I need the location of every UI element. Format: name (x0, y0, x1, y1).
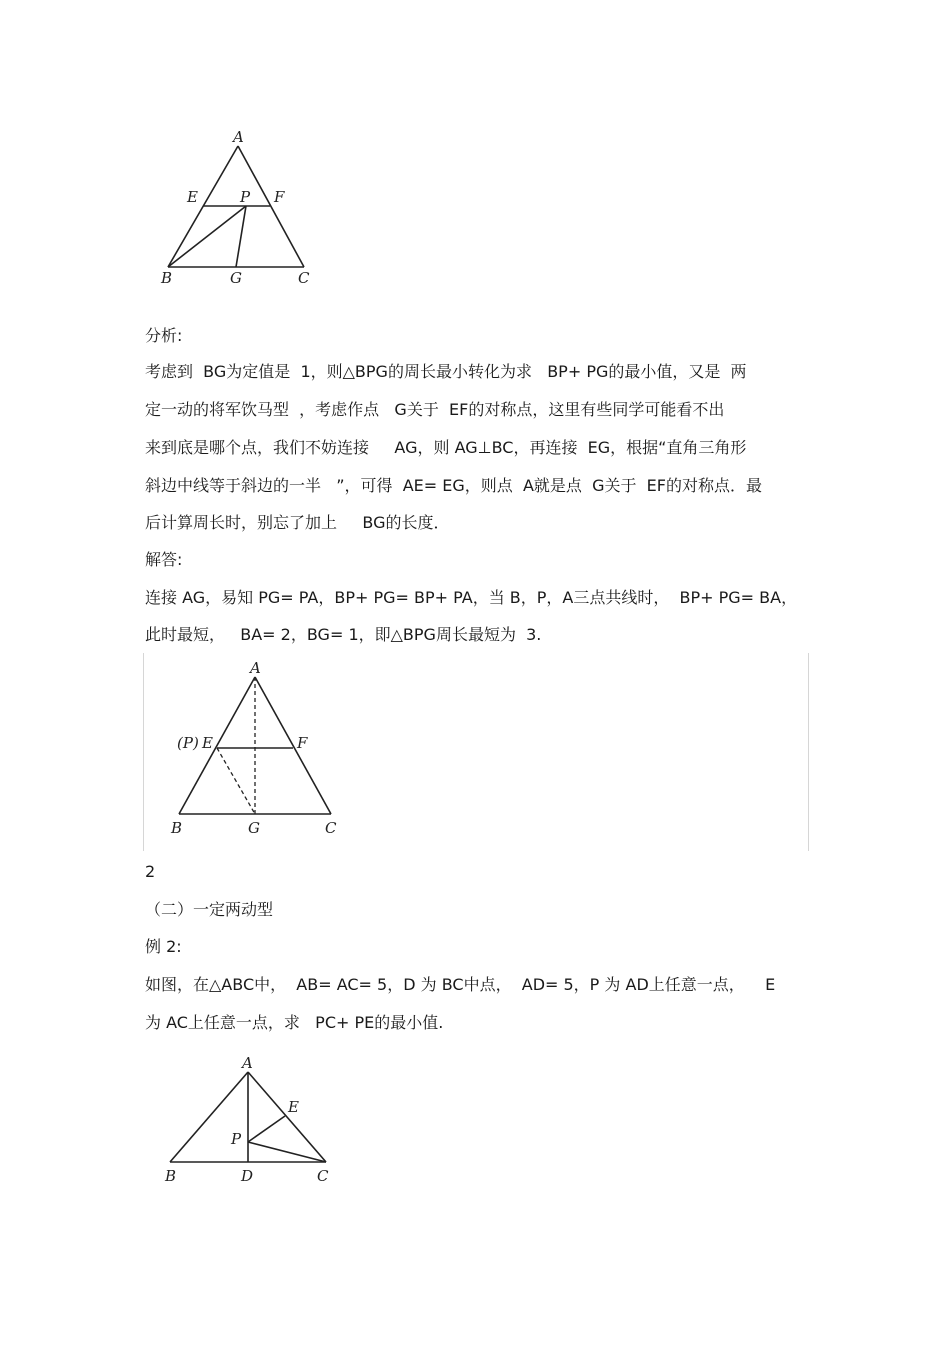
label-p: P (231, 1130, 242, 1148)
label-e: E (187, 188, 198, 206)
label-f: F (274, 188, 285, 206)
side-ab (170, 1072, 248, 1162)
label-b: B (171, 819, 183, 837)
analysis-line: 考虑到 BG为定值是 1，则△BPG的周长最小转化为求 BP+ PG的最小值，又是 两 (145, 362, 747, 381)
segment-pc (248, 1142, 326, 1162)
side-ac (248, 1072, 326, 1162)
label-d: D (241, 1167, 254, 1185)
solution-line: 连接 AG，易知 PG= PA，BP+ PG= BP+ PA，当 B，P，A三点共线时， BP+ PG= BA， (145, 588, 798, 607)
segment-eg-dashed (217, 748, 255, 814)
example-label: 例 2: (145, 937, 182, 956)
problem-line: 为 AC上任意一点，求 PC+ PE的最小值. (145, 1013, 444, 1032)
label-c: C (298, 269, 310, 287)
analysis-line: 定一动的将军饮马型 ，考虑作点 G关于 EF的对称点，这里有些同学可能看不出 (145, 400, 725, 419)
label-f: F (297, 734, 308, 752)
segment-bp (168, 206, 246, 267)
segment-pg (236, 206, 246, 267)
section-title: （二）一定两动型 (145, 900, 274, 919)
label-p: P (240, 188, 251, 206)
label-a: A (250, 659, 261, 677)
label-p: (P) (177, 734, 199, 752)
figure-2-triangle (165, 657, 365, 842)
segment-pe (248, 1116, 285, 1142)
label-a: A (233, 128, 244, 146)
label-g: G (230, 269, 242, 287)
analysis-line: 来到底是哪个点，我们不妨连接 AG，则 AG⊥BC，再连接 EG，根据“直角三角形 (145, 438, 747, 457)
label-c: C (317, 1167, 329, 1185)
solution-line: 此时最短， BA= 2，BG= 1，即△BPG周长最短为 3. (145, 625, 542, 644)
label-b: B (165, 1167, 177, 1185)
label-g: G (248, 819, 260, 837)
label-c: C (325, 819, 337, 837)
analysis-line: 斜边中线等于斜边的一半 ”，可得 AE= EG，则点 A就是点 G关于 EF的对称点．最 (145, 476, 762, 495)
figure-1-triangle (150, 125, 330, 295)
solution-heading: 解答: (145, 550, 183, 569)
label-e: E (288, 1098, 299, 1116)
figure-3-triangle (155, 1050, 355, 1195)
problem-line: 如图，在△ABC中， AB= AC= 5，D 为 BC中点， AD= 5，P 为 AD上任意一点， E (145, 975, 776, 994)
analysis-line: 后计算周长时，别忘了加上 BG的长度． (145, 513, 450, 532)
page-number: 2 (145, 862, 156, 881)
analysis-heading: 分析: (145, 326, 183, 345)
label-e: E (202, 734, 213, 752)
label-b: B (161, 269, 173, 287)
label-a: A (242, 1054, 253, 1072)
side-ac (255, 677, 331, 814)
